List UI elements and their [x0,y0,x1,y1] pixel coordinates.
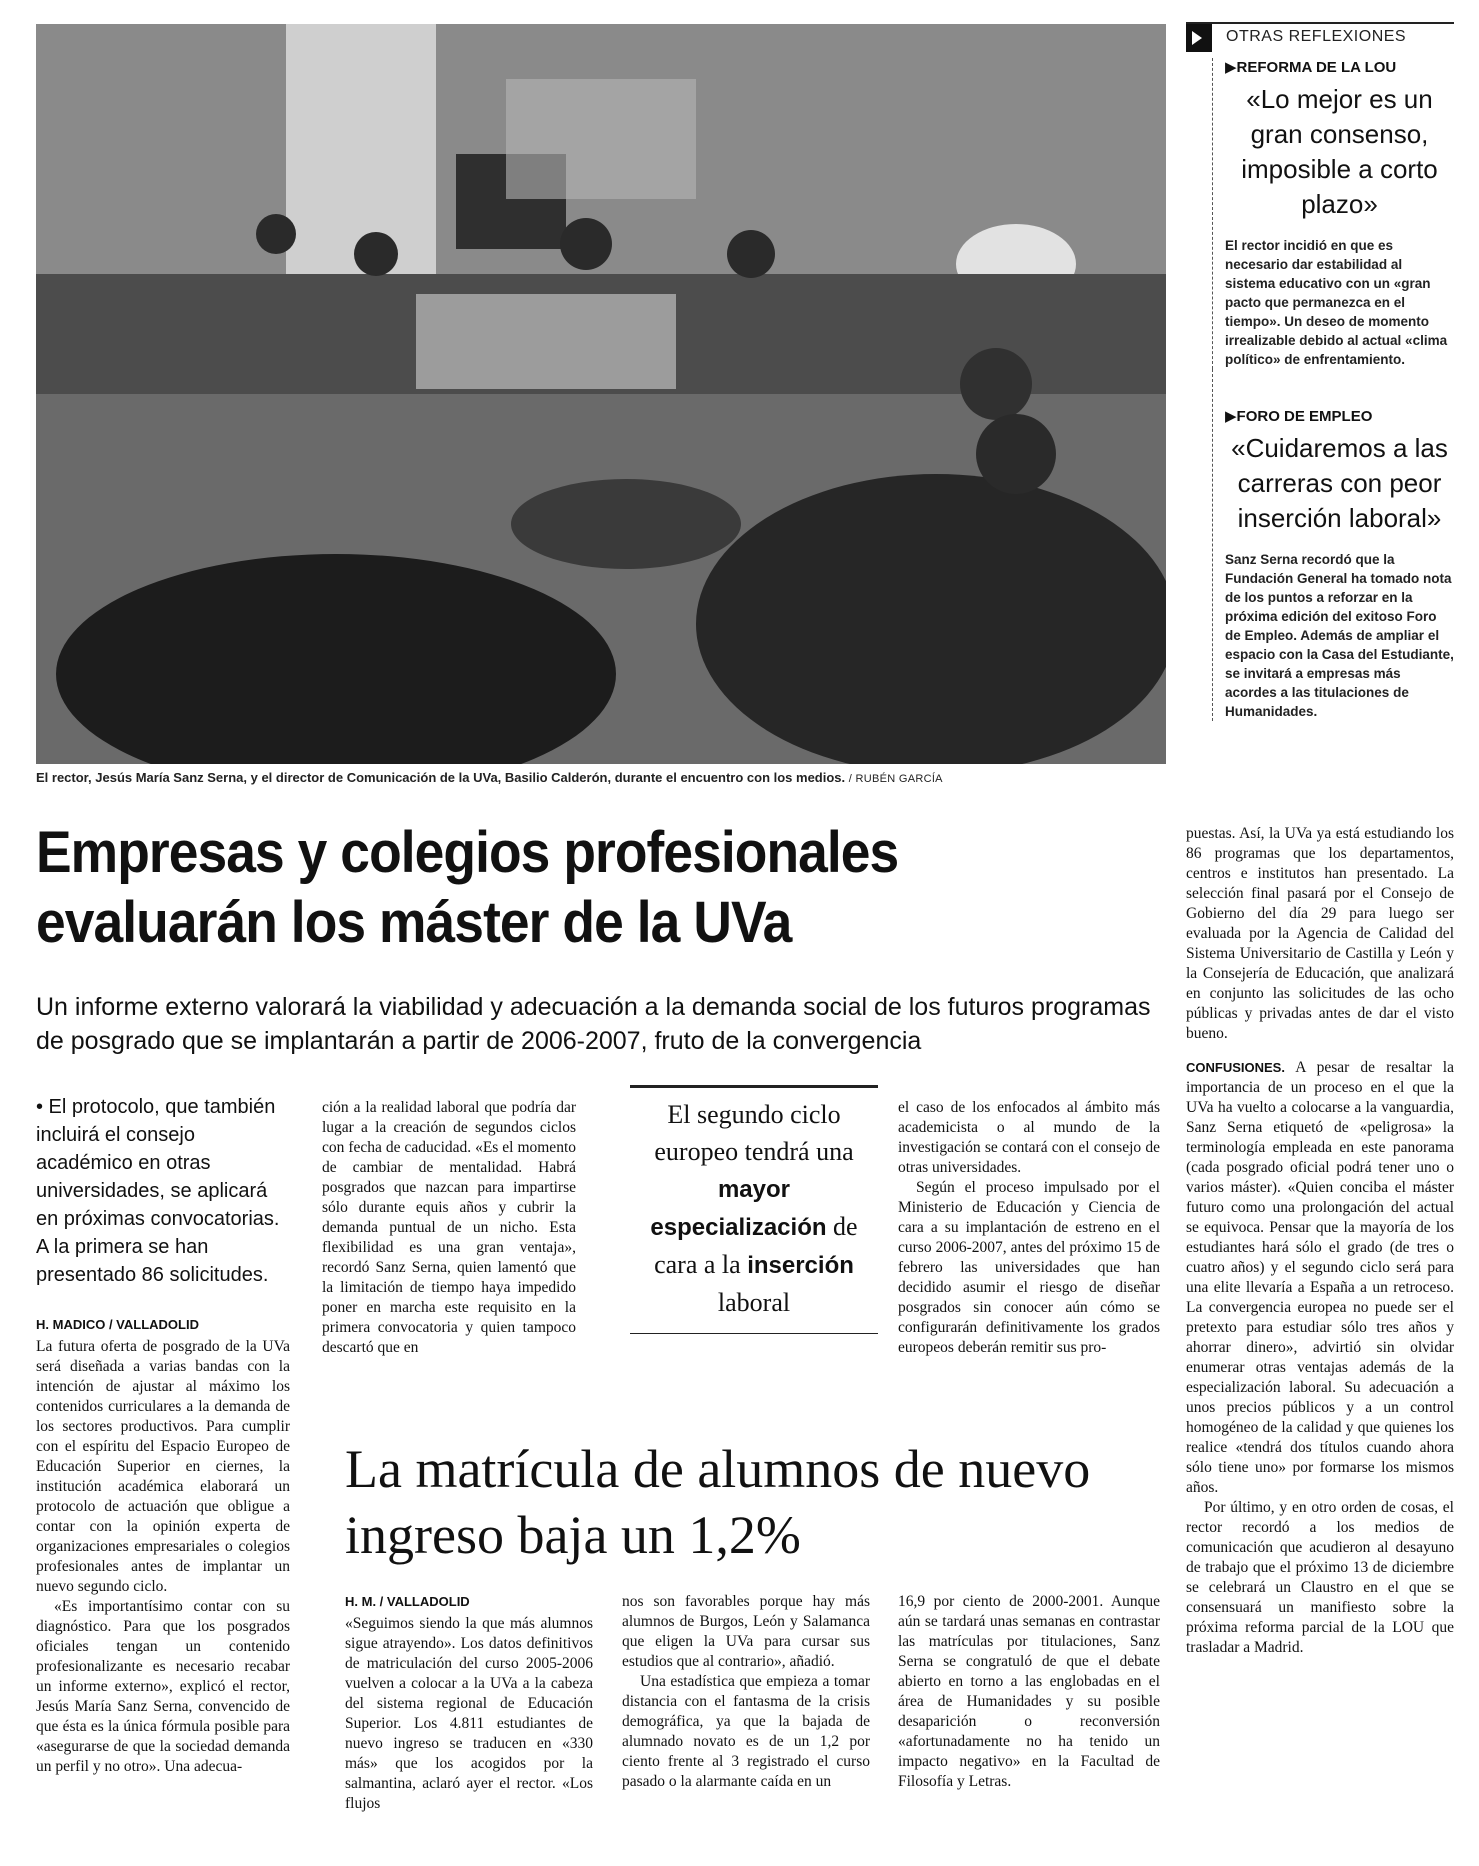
article-column-4 [1186,824,1454,1658]
paragraph: nos son favorables porque hay más alumnos de Burgos, León y Salamanca que eligen la UVa para cursar sus estudios que al contrario», añadió. [622,1593,870,1670]
paragraph: Por último, y en otro orden de cosas, el rector recordó a los medios de comunicación que acudieron al desayuno de trabajo que el próximo 13 de diciembre se celebrará un Claustro en el que se consensuará un manifiesto sobre la próxima reforma parcial de la LOU que trasladar a Madrid. [1186,1499,1454,1656]
byline: H. M. / VALLADOLID [345,1594,470,1609]
article-lead: • El protocolo, que también incluirá el consejo académico en otras universidades, se aplicará en próximas convocatorias. A la primera se han presentado 86 solicitudes. [36,1096,280,1286]
article-column-1 [36,1315,290,1777]
paragraph-confusiones [1186,1058,1454,1498]
byline: H. MADICO / VALLADOLID [36,1317,199,1332]
photo-credit: / RUBÉN GARCÍA [848,773,943,785]
paragraph: «Es importantísimo contar con su diagnóstico. Para que los posgrados oficiales tengan un contenido profesionalizante es necesario recabar un informe externo», explicó el rector, Jesús María Sanz Serna, convencido de que ésta es la única fórmula posible para «asegurarse de que la sociedad demanda un perfil y no otro». Una adecua- [36,1598,290,1775]
paragraph: Según el proceso impulsado por el Ministerio de Educación y Ciencia de cara a su implantación de estreno en el curso 2006-2007, antes del próximo 15 de febrero las universidades que han decidido asumir el riesgo de diseñar posgrados sin conocer aún cómo se configurarán definitivamente los grados europeos deberán remitir sus pro- [898,1179,1160,1356]
sidebar-body: Sanz Serna recordó que la Fundación General ha tomado nota de los puntos a reforzar en la próxima edición del exitoso Foro de Empleo. Además de ampliar el espacio con la Casa del Estudiante, se invitará a empresas más acordes a las titulaciones de Humanidades. [1225,552,1454,719]
sidebar-kicker: ▶REFORMA DE LA LOU [1225,59,1397,76]
article-2-column-1 [345,1592,593,1814]
paragraph: «Seguimos siendo la que más alumnos sigue atrayendo». Los datos definitivos de matriculación del curso 2005-2006 vuelven a colocar a la UVa a la cabeza del sistema regional de Educación Superior. Los 4.811 estudiantes de nuevo ingreso se traducen en «330 más» que los acogidos por la salmantina, aclaró ayer el rector. «Los flujos [345,1615,593,1812]
sidebar-otras-reflexiones [1186,22,1454,774]
paragraph: el caso de los enfocados al ámbito más academicista o al mundo de la investigación se contará con el consejo de otras universidades. [898,1099,1160,1176]
article-subtitle: Un informe externo valorará la viabilidad y adecuación a la demanda social de los futuros programas de posgrado que se implantarán a partir de 2006-2007, fruto de la convergencia [36,993,1151,1055]
sidebar-item-foro [1212,369,1454,721]
paragraph: Una estadística que empieza a tomar distancia con el fantasma de la crisis demográfica, ya que la bajada de alumnado novato es de un 1,2 por ciento frente al 3 registrado el curso pasado o la alarmante caída en un [622,1673,870,1790]
arrow-right-icon [1186,24,1212,52]
sidebar-header [1186,22,1454,46]
article-headline: Empresas y colegios profesionales evaluarán los máster de la UVa [36,820,899,955]
article-2-headline: La matrícula de alumnos de nuevo ingreso baja un 1,2% [345,1439,1091,1565]
article-column-3 [898,1098,1160,1358]
paragraph: ción a la realidad laboral que podría dar lugar a la creación de segundos ciclos con fecha de caducidad. «Es el momento de cambiar de mentalidad. Habrá posgrados que nazcan para impartirse sólo durante equis años y cubrir la demanda puntual de un nicho. Esta flexibilidad es una gran ventaja», recordó Sanz Serna, quien lamentó que la limitación de tiempo haya impedido poner en marcha este requisito en la primera convocatoria y quien tampoco descartó que en [322,1099,576,1356]
article-column-2 [322,1098,576,1358]
pull-quote-bold: inserción [747,1252,854,1279]
meeting-photo-illustration [36,24,1166,764]
sidebar-body: El rector incidió en que es necesario dar estabilidad al sistema educativo con un «gran pacto que permanezca en el tiempo». Un deseo de momento irrealizable debido al actual «clima político» de enfrentamiento. [1225,238,1448,367]
caption-text: El rector, Jesús María Sanz Serna, y el director de Comunicación de la UVa, Basilio Calderón, durante el encuentro con los medios. [36,770,846,785]
article-2-column-3 [898,1592,1160,1792]
photo-caption [36,770,1166,785]
paragraph: La futura oferta de posgrado de la UVa será diseñada a varias bandas con la intención de ajustar al máximo los contenidos curriculares a la demanda de los sectores productivos. Para cumplir con el espíritu del Espacio Europeo de Educación Superior en ciernes, la institución académica elaborará un protocolo de actuación que obligue a contar con la opinión experta de organizaciones empresariales o colegios profesionales antes de implantar un nuevo segundo ciclo. [36,1338,290,1595]
pull-quote-text: de cara a la [654,1212,858,1279]
pull-quote-bold: mayor especialización [650,1176,827,1241]
pull-quote [630,1085,878,1334]
news-photo [36,24,1166,764]
pull-quote-text: laboral [717,1288,791,1317]
paragraph: 16,9 por ciento de 2000-2001. Aunque aún se tardará unas semanas en contrastar las matrículas por titulaciones, Sanz Serna se congratuló de que el debate abierto en torno a las englobadas en el área de Humanidades y su posible desaparición o reconversión «afortunadamente no ha tenido un impacto negativo» en la Facultad de Filosofía y Letras. [898,1593,1160,1790]
sidebar-kicker: ▶FORO DE EMPLEO [1225,408,1373,425]
pull-quote-text: El segundo ciclo europeo tendrá una [654,1100,854,1166]
sidebar-quote: «Cuidaremos a las carreras con peor inserción laboral» [1231,433,1448,533]
article-2-column-2 [622,1592,870,1792]
sidebar-header-label: OTRAS REFLEXIONES [1226,28,1407,45]
sidebar-quote: «Lo mejor es un gran consenso, imposible a corto plazo» [1241,84,1438,219]
paragraph-text: A pesar de resaltar la importancia de un proceso en el que la UVa ha vuelto a colocarse a la vanguardia, Sanz Serna etiquetó de «peligrosa» la terminología empleada en este panorama (cada posgrado oficial podrá tener uno o varios máster). «Quien conciba el máster futuro como una prolongación del actual se equivoca. Pensar que la mayoría de los estudiantes hará sólo el grado (de tres o cuatro años) y el segundo ciclo será para una elite llevaría a España a un retroceso. La convergencia europea no puede ser el pretexto para estudiar sólo tres años y ahorrar dinero», advirtió sin olvidar enumerar otras ventajas además de la especialización laboral. Su adecuación a unos precios públicos y a un control homogéneo de la calidad y que quienes los realice «tendrá dos títulos cuando ahora sólo tiene uno» por formarse los mismos años. [1186,1059,1454,1496]
section-keyword: CONFUSIONES. [1186,1060,1285,1075]
sidebar-item-reforma [1212,58,1454,369]
paragraph: puestas. Así, la UVa ya está estudiando los 86 programas que los departamentos, centros e institutos han presentado. La selección final pasará por el Consejo de Gobierno del día 29 para luego ser evaluada por la Agencia de Calidad del Sistema Universitario de Castilla y León y la Consejería de Educación, que analizará en conjunto las solicitudes de las ocho públicas y privadas antes de dar el visto bueno. [1186,825,1454,1042]
